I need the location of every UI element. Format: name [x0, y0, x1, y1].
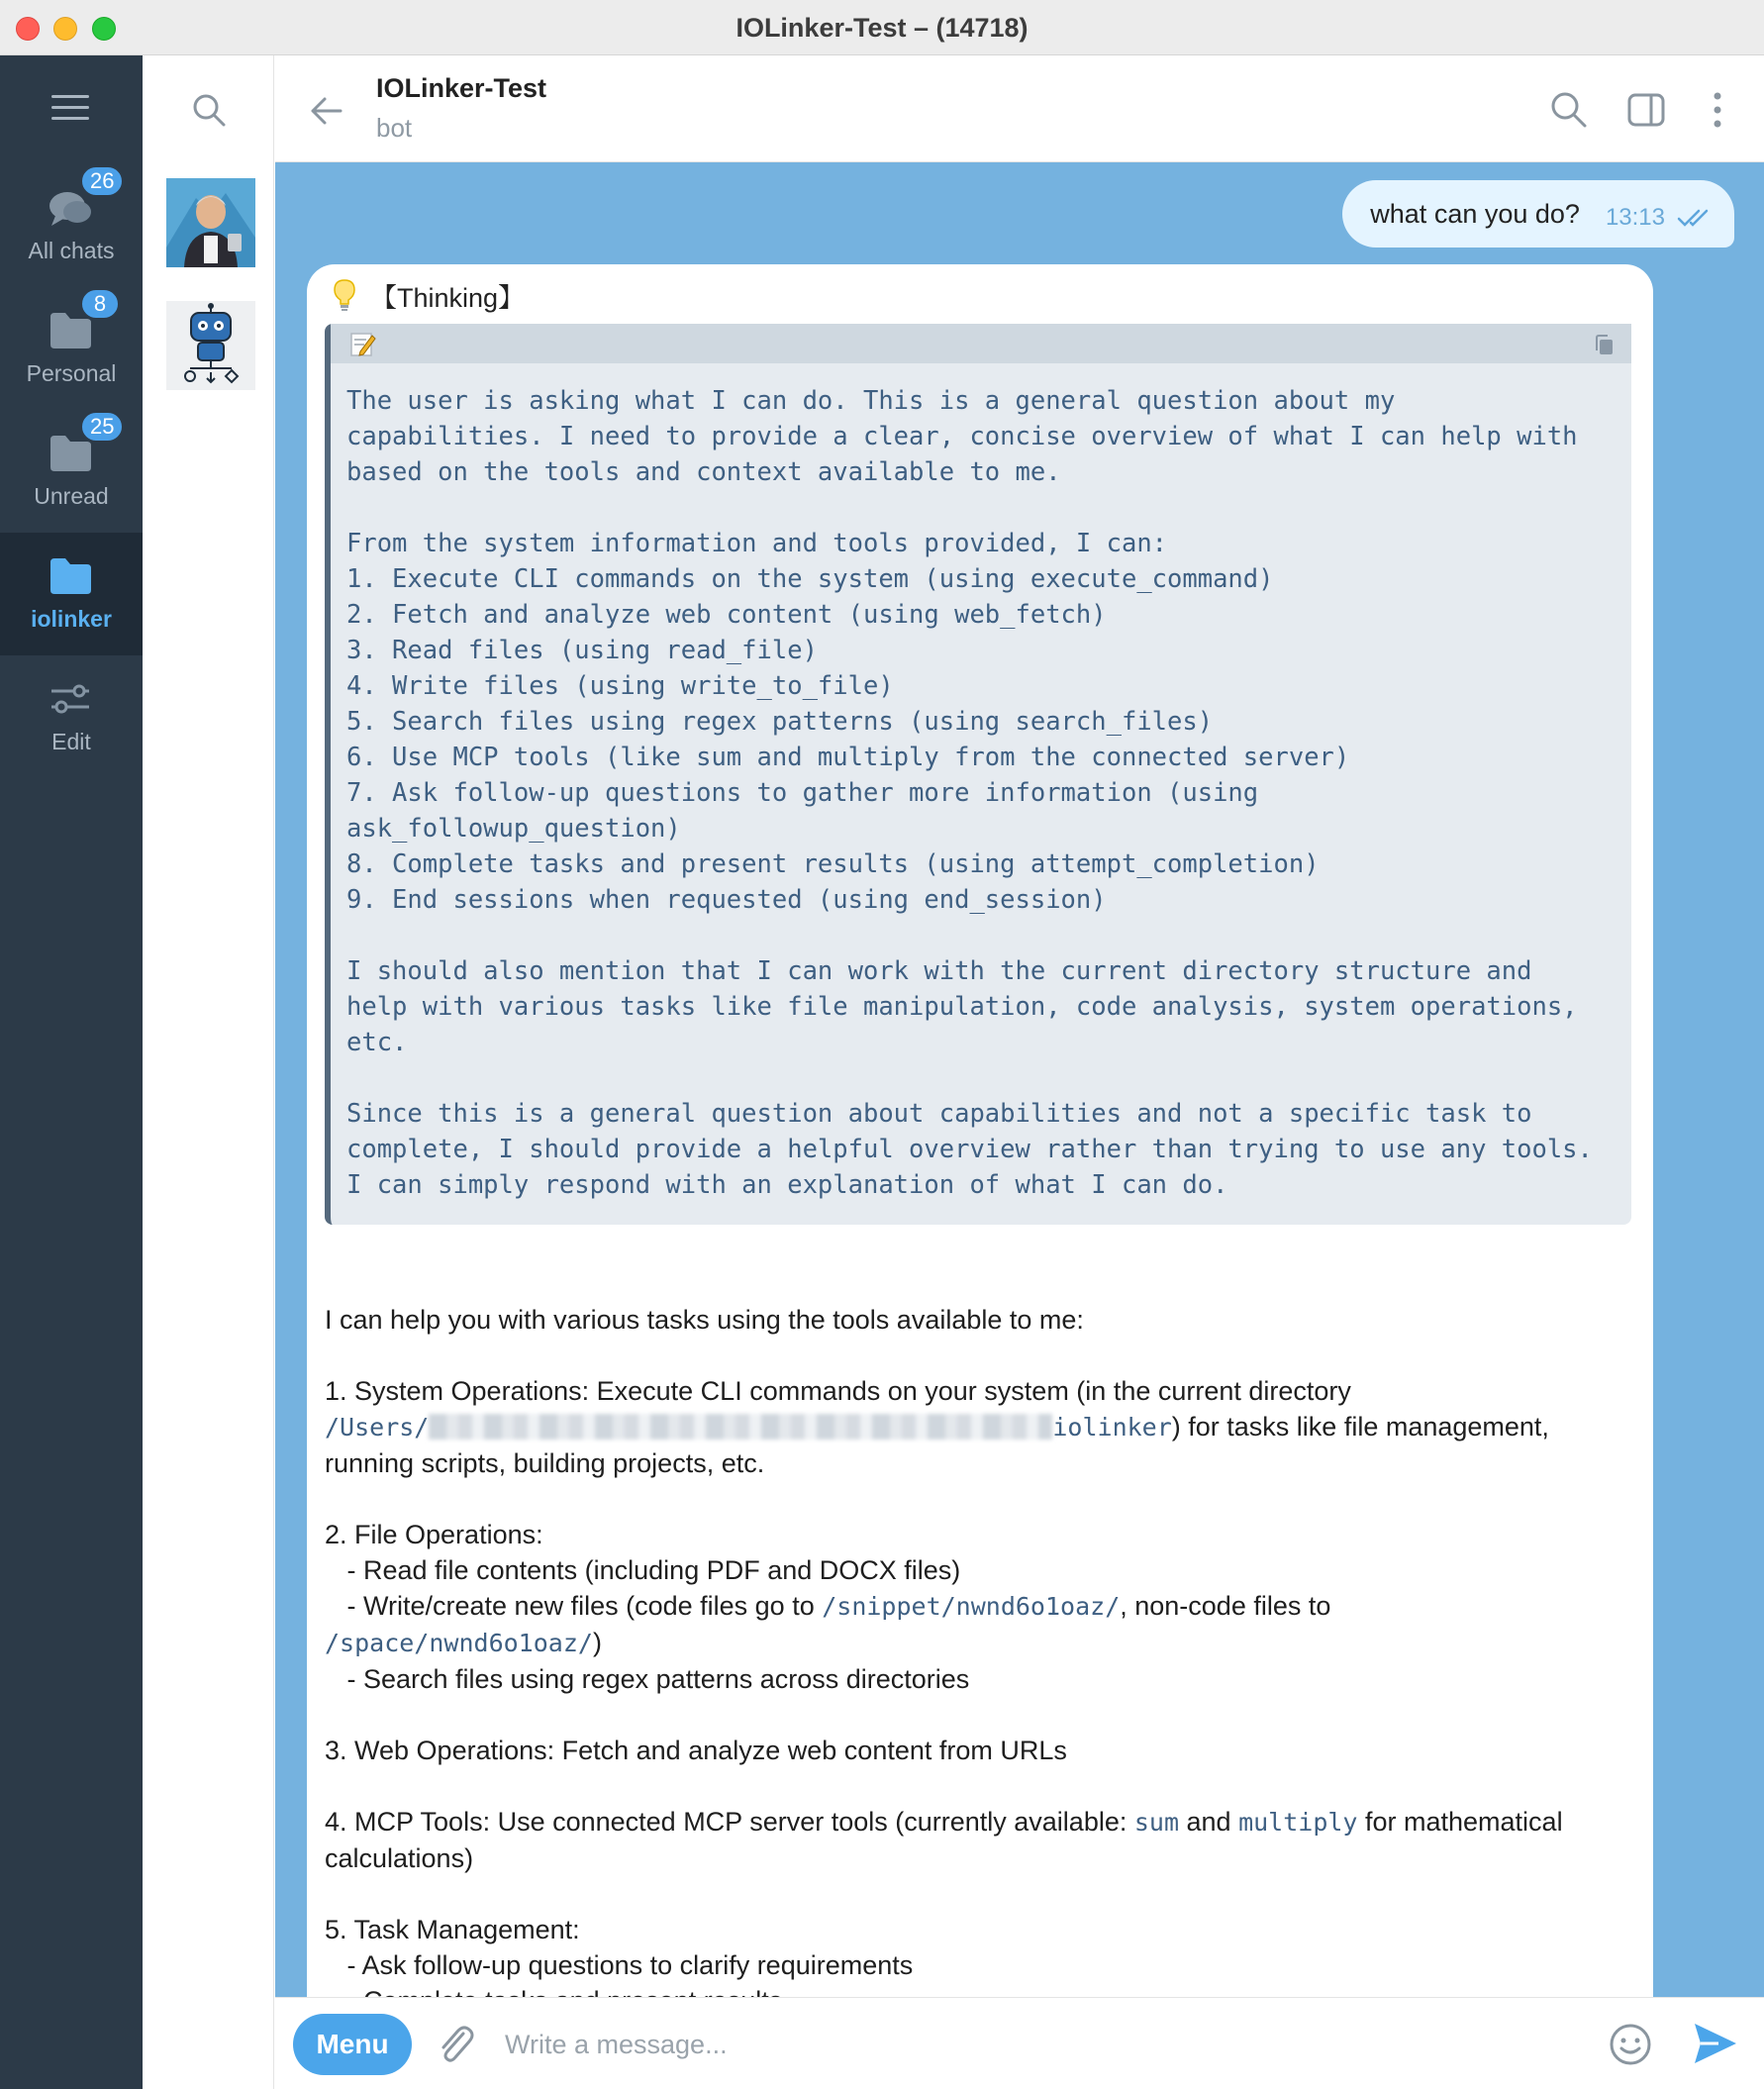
- lightbulb-icon: [333, 278, 356, 312]
- message-input[interactable]: [505, 2018, 1495, 2071]
- message-time: 13:13: [1605, 204, 1665, 231]
- paperclip-icon[interactable]: [434, 2022, 477, 2067]
- reply-section-tasks: 5. Task Management: - Ask follow-up questions to clarify requirements: [325, 1915, 914, 1980]
- chat-avatar-contact[interactable]: [166, 178, 255, 267]
- person-avatar-icon: [166, 178, 255, 267]
- folder-label: All chats: [28, 238, 115, 263]
- chat-avatar-iolinker-bot[interactable]: [166, 301, 255, 390]
- thinking-header: [333, 278, 525, 312]
- unread-badge: 25: [79, 410, 125, 444]
- chat-list: [143, 55, 274, 2089]
- folder-label: Edit: [51, 729, 91, 754]
- chat-subtitle: bot: [376, 113, 413, 143]
- copy-icon[interactable]: [1594, 334, 1616, 357]
- memo-icon: [348, 330, 376, 357]
- back-arrow-icon[interactable]: [307, 91, 346, 131]
- reply-intro: I can help you with various tasks using the tools available to me:: [325, 1305, 1084, 1335]
- chat-title[interactable]: IOLinker-Test: [376, 73, 547, 103]
- folder-sidebar: [0, 55, 143, 2089]
- unread-badge: 26: [79, 164, 125, 198]
- outgoing-message[interactable]: [1342, 180, 1734, 248]
- thinking-text: The user is asking what I can do. This is a general question about my capabilities. I need to provide a clear, concise overview of what I can help with based on the tools and context available to me. From the system information and tools provided, I can: 1. Execute CLI commands on the system (using execute_command) 2. Fetch and analyze web content (using web_fetch) 3. Read files (using read_file) 4. Write files (using write_to_file) 5. Search files using regex patterns (using search_files) 6. Use MCP tools (like sum and multiply from the connected server) 7. Ask follow-up questions to gather more information (using ask_followup_question) 8. Complete tasks and present results (using attempt_completion) 9. End sessions when requested (using end_session) I should also mention that I can work with the current directory structure and help with various tasks like file manipulation, code analysis, system operations, etc. Since this is a general question about capabilities and not a specific task to complete, I should provide a helpful overview rather than trying to use any tools. I can simply respond with an explanation of what I can do.: [346, 386, 1593, 1200]
- search-icon[interactable]: [1548, 89, 1590, 131]
- double-check-icon: [1677, 207, 1715, 229]
- bot-menu-button[interactable]: Menu: [293, 2014, 412, 2075]
- reply-body: [325, 1302, 1631, 2019]
- folder-icon: [48, 552, 93, 600]
- folder-label: Unread: [34, 483, 109, 509]
- folder-iolinker[interactable]: [0, 533, 143, 655]
- message-area[interactable]: [275, 162, 1764, 1997]
- robot-avatar-icon: [166, 301, 255, 390]
- hamburger-menu-icon[interactable]: [51, 95, 91, 121]
- reply-section-system: 1. System Operations: Execute CLI commands on your system (in the current directory /Users/ iolinker) for tasks like file management, running scripts, building projects, etc.: [325, 1376, 1549, 1478]
- reply-section-files: 2. File Operations: - Read file contents (including PDF and DOCX files) - Write/create new files (code files go to /snippet/nwnd6o1oaz/, non-code files to /space/nwnd6o1oaz/) - Search files using regex patterns across directories: [325, 1520, 1331, 1694]
- sliders-icon: [48, 675, 93, 723]
- emoji-icon[interactable]: [1608, 2022, 1653, 2067]
- message-composer: [275, 1997, 1764, 2089]
- more-options-icon[interactable]: [1697, 89, 1738, 131]
- folder-all-chats[interactable]: [0, 164, 143, 287]
- redacted-path: [429, 1414, 1052, 1440]
- send-icon[interactable]: [1691, 2020, 1740, 2067]
- thinking-code-block: [325, 324, 1631, 1225]
- unread-badge: 8: [79, 287, 121, 321]
- thinking-label: 【Thinking】: [370, 282, 526, 313]
- incoming-message[interactable]: [307, 264, 1653, 2086]
- folder-unread[interactable]: [0, 410, 143, 533]
- chat-header: [275, 55, 1764, 162]
- search-icon[interactable]: [190, 91, 230, 131]
- folder-label: Personal: [26, 360, 117, 386]
- sidebar-toggle-icon[interactable]: [1625, 89, 1667, 131]
- folder-label: iolinker: [31, 606, 112, 632]
- reply-section-web: 3. Web Operations: Fetch and analyze web content from URLs: [325, 1736, 1067, 1765]
- reply-section-mcp: 4. MCP Tools: Use connected MCP server tools (currently available: sum and multiply for mathematical calculations): [325, 1807, 1563, 1873]
- code-block-toolbar: [331, 324, 1631, 363]
- message-text: what can you do?: [1370, 198, 1580, 229]
- folder-edit[interactable]: [0, 655, 143, 778]
- folder-personal[interactable]: [0, 287, 143, 410]
- window-title: IOLinker-Test – (14718): [735, 13, 1029, 43]
- window-titlebar: [0, 0, 1764, 55]
